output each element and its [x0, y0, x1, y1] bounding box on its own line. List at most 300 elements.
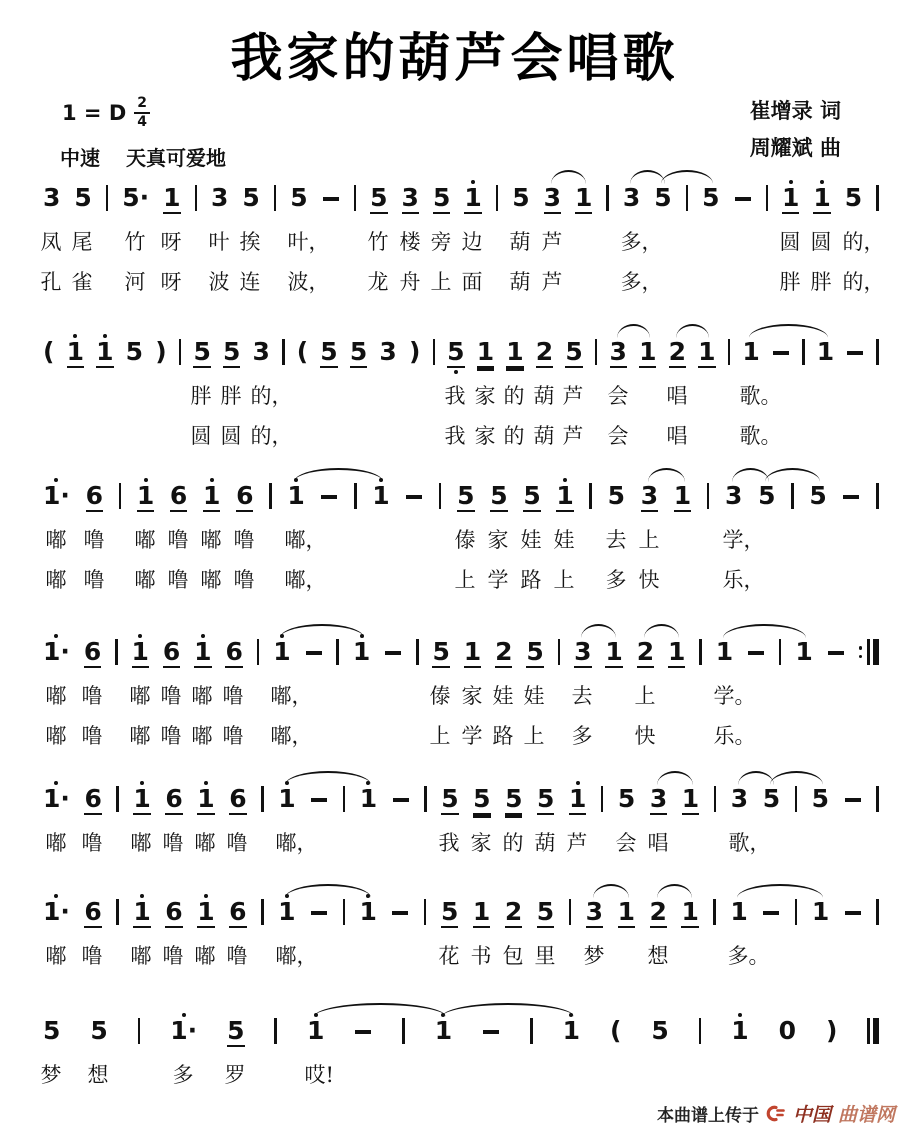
- barline: [712, 892, 717, 932]
- lyric-syllable: 竹: [367, 230, 389, 254]
- lyric-syllable: 快: [638, 568, 660, 592]
- note-3: 3: [401, 183, 419, 212]
- repeat-barline: [858, 632, 880, 672]
- lyric-syllable: 噜: [226, 944, 248, 968]
- lyric-syllable: 孔: [40, 270, 62, 294]
- lyrics-row: [42, 720, 880, 756]
- slur-arc: [314, 1003, 446, 1017]
- barline: [260, 892, 265, 932]
- duration-dash: [733, 178, 753, 218]
- barline: [194, 178, 199, 218]
- lyrics-row: [42, 680, 880, 716]
- lyric-syllable: 噜: [222, 724, 244, 748]
- lyric-syllable: 学，: [722, 528, 765, 552]
- barline: [335, 632, 340, 672]
- lyric-syllable: 葫: [533, 384, 555, 408]
- lyric-syllable: 乐。: [713, 724, 756, 748]
- lyric-syllable: 嘟，: [275, 831, 318, 855]
- barline: [594, 332, 599, 372]
- lyric-syllable: 噜: [81, 724, 103, 748]
- note-5: 5: [349, 337, 368, 366]
- note-5: 5: [617, 784, 636, 813]
- lyric-syllable: 噜: [233, 568, 255, 592]
- key-signature: [62, 96, 150, 129]
- note-3: 3: [609, 337, 627, 366]
- note-1: 1: [742, 337, 760, 366]
- lyric-syllable: 娃: [492, 684, 514, 708]
- note-3: 3: [649, 784, 668, 813]
- site-logo-icon: [766, 1104, 786, 1123]
- lyric-syllable: 哎!: [304, 1063, 334, 1087]
- note-2: 2: [649, 897, 667, 926]
- lyric-syllable: 学: [461, 724, 483, 748]
- lyric-syllable: 家: [474, 424, 496, 448]
- note-5: 5: [607, 481, 626, 510]
- note-5: 5: [473, 784, 491, 813]
- barline: [698, 632, 703, 672]
- note-1: 1·: [42, 632, 71, 672]
- octave-dot-below: [454, 370, 458, 374]
- lyric-syllable: 舟: [399, 270, 421, 294]
- barline: [875, 178, 880, 218]
- lyric-syllable: 噜: [81, 684, 103, 708]
- lyric-syllable: 噜: [160, 724, 182, 748]
- octave-dot-below-slot: [454, 368, 458, 375]
- note-2: 2: [504, 897, 523, 926]
- barline: [342, 779, 347, 819]
- lyric-syllable: 上: [454, 568, 476, 592]
- lyric-syllable: 噜: [83, 568, 105, 592]
- slur-arc: [723, 624, 806, 638]
- lyrics-row: [42, 380, 880, 416]
- lyric-syllable: 嘟，: [284, 528, 327, 552]
- lyric-syllable: 上: [523, 724, 545, 748]
- lyric-syllable: 会: [615, 831, 637, 855]
- lyric-syllable: 的，: [842, 230, 885, 254]
- lyric-syllable: 家: [461, 684, 483, 708]
- barline: [423, 892, 428, 932]
- lyric-syllable: 娃: [523, 684, 545, 708]
- lyric-syllable: 我: [444, 424, 466, 448]
- note-5: 5: [222, 337, 241, 366]
- lyric-syllable: 嘟: [200, 528, 222, 552]
- note-5: 5: [536, 897, 555, 926]
- time-denominator: 4: [137, 113, 148, 130]
- lyric-syllable: 路: [520, 568, 542, 592]
- note-5: 5: [440, 897, 459, 926]
- note-1: 1: [715, 637, 734, 666]
- slur-arc: [657, 771, 693, 785]
- barline: [605, 178, 610, 218]
- lyric-syllable: 连: [239, 270, 261, 294]
- note-1: 1: [476, 337, 495, 366]
- lyric-syllable: 竹: [124, 230, 146, 254]
- lyric-syllable: 歌，: [728, 831, 771, 855]
- lyric-syllable: 我: [438, 831, 460, 855]
- duration-dash: [841, 476, 861, 516]
- lyric-syllable: 嘟: [200, 568, 222, 592]
- footer-watermark: [657, 1100, 895, 1127]
- note-2: 2: [535, 337, 554, 366]
- barline: [114, 632, 119, 672]
- notes-row: [42, 632, 880, 672]
- duration-dash: [404, 476, 424, 516]
- expression-label: 天真可爱地: [126, 146, 226, 170]
- barline: [260, 779, 265, 819]
- note-2: 2: [636, 637, 655, 666]
- lyrics-row: [42, 524, 880, 560]
- song-title: 我家的葫芦会唱歌: [230, 29, 679, 89]
- note-6: 6: [84, 784, 102, 813]
- lyric-syllable: 波: [208, 270, 230, 294]
- note-6: 6: [84, 897, 102, 926]
- lyric-syllable: 噜: [83, 528, 105, 552]
- lyric-syllable: 葫: [509, 270, 531, 294]
- lyric-syllable: 嘟，: [270, 724, 313, 748]
- note-1: 1: [352, 632, 371, 672]
- lyric-syllable: 圆: [220, 424, 242, 448]
- lyric-syllable: 嘟: [130, 831, 152, 855]
- lyric-syllable: 上: [634, 684, 656, 708]
- time-signature: [134, 96, 150, 129]
- lyrics-row: [40, 266, 885, 302]
- lyrics-row: [42, 564, 880, 600]
- note-1: 1: [730, 1011, 749, 1051]
- lyric-syllable: 芦: [562, 424, 584, 448]
- barline: [875, 476, 880, 516]
- footer-text: 本曲谱上传于: [656, 1106, 759, 1126]
- duration-dash: [319, 476, 339, 516]
- duration-dash: [481, 1011, 501, 1051]
- lyrics-row: [40, 226, 885, 262]
- duration-dash: [843, 892, 863, 932]
- slur-arc: [770, 771, 823, 785]
- lyric-syllable: 胖: [190, 384, 212, 408]
- slur-arc: [732, 468, 769, 482]
- duration-dash: [353, 1011, 373, 1051]
- note-5: 5: [320, 337, 338, 366]
- note-6: 6: [229, 784, 247, 813]
- barline: [600, 779, 605, 819]
- lyric-syllable: 罗: [224, 1063, 246, 1087]
- lyric-syllable: 尾: [71, 230, 93, 254]
- slur-arc: [648, 468, 685, 482]
- lyric-syllable: 多，: [620, 270, 663, 294]
- barline: [778, 632, 783, 672]
- slur-arc: [442, 1003, 574, 1017]
- lyric-syllable: 嘟: [130, 944, 152, 968]
- note-5: 5: [90, 1016, 108, 1045]
- barline: [178, 332, 183, 372]
- lyric-syllable: 娃: [553, 528, 575, 552]
- note-1: 1: [811, 897, 830, 926]
- note-1: 1: [272, 632, 291, 672]
- note-2: 2: [668, 337, 687, 366]
- note-1: 1: [136, 476, 155, 519]
- note-3: 3: [622, 183, 641, 212]
- lyric-syllable: 嘟，: [270, 684, 313, 708]
- lyric-syllable: 嘟: [45, 944, 67, 968]
- note-3: 3: [543, 183, 561, 212]
- barline: [801, 332, 806, 372]
- barline: [790, 476, 795, 516]
- lyric-syllable: 圆: [810, 230, 832, 254]
- note-5: 5: [370, 183, 388, 212]
- note-6: 6: [165, 784, 183, 813]
- lyric-syllable: 学: [487, 568, 509, 592]
- lyric-syllable: 凤: [40, 230, 62, 254]
- note-5: 5: [762, 784, 781, 813]
- barline: [727, 332, 732, 372]
- note-6: 6: [169, 481, 188, 510]
- note-3: 3: [379, 337, 397, 366]
- lyric-syllable: 葫: [534, 831, 556, 855]
- note-5: 5: [505, 784, 523, 813]
- barline: [115, 779, 120, 819]
- duration-dash: [309, 892, 329, 932]
- barline: [765, 178, 770, 218]
- system-6: [42, 892, 880, 968]
- note-1: 1: [132, 892, 151, 935]
- note-5: 5: [537, 784, 555, 813]
- lyrics-row: [42, 827, 880, 863]
- lyric-syllable: 叶: [208, 230, 230, 254]
- credits: [750, 92, 841, 166]
- note-5: 5: [490, 481, 508, 510]
- note-1: 1: [277, 779, 296, 819]
- lyric-syllable: 嘟: [191, 684, 213, 708]
- lyric-syllable: 歌。: [739, 424, 782, 448]
- lyric-syllable: 多: [605, 568, 627, 592]
- slur-arc: [617, 324, 650, 338]
- barline: [353, 476, 358, 516]
- note-5: 5: [809, 481, 827, 510]
- paren: (: [296, 337, 309, 366]
- note-1: 1: [95, 332, 114, 375]
- note-5: 5: [227, 1016, 245, 1045]
- note-5: 5: [844, 183, 863, 212]
- barline: [557, 632, 562, 672]
- note-1: 1: [681, 784, 700, 813]
- note-5: 5: [512, 183, 530, 212]
- lyric-syllable: 家: [470, 831, 492, 855]
- lyric-syllable: 芦: [566, 831, 588, 855]
- lyric-syllable: 包: [502, 944, 524, 968]
- note-5: 5: [193, 337, 211, 366]
- note-5: 5: [446, 332, 465, 375]
- lyric-syllable: 嘟: [134, 568, 156, 592]
- lyric-syllable: 想: [87, 1063, 109, 1087]
- barline: [256, 632, 261, 672]
- lyric-syllable: 多。: [727, 944, 770, 968]
- duration-dash: [761, 892, 781, 932]
- lyric-syllable: 里: [534, 944, 556, 968]
- lyric-syllable: 葫: [509, 230, 531, 254]
- paren: ): [408, 337, 421, 366]
- barline: [342, 892, 347, 932]
- lyric-syllable: 家: [474, 384, 496, 408]
- note-3: 3: [43, 183, 61, 212]
- barline: [105, 178, 110, 218]
- barline: [706, 476, 711, 516]
- lyric-syllable: 噜: [167, 568, 189, 592]
- note-5: 5: [432, 637, 450, 666]
- barline: [529, 1011, 534, 1051]
- note-3: 3: [252, 337, 270, 366]
- note-1: 1: [681, 897, 699, 926]
- duration-dash: [304, 632, 324, 672]
- note-1: 1: [812, 178, 831, 221]
- note-1: 1: [359, 779, 378, 819]
- barline: [713, 779, 718, 819]
- barline: [875, 332, 880, 372]
- barline: [137, 1011, 142, 1051]
- barline: [353, 178, 358, 218]
- note-1: 1: [306, 1011, 325, 1051]
- duration-dash: [309, 779, 329, 819]
- barline: [118, 476, 123, 516]
- lyric-syllable: 嘟，: [284, 568, 327, 592]
- lyric-syllable: 上: [638, 528, 660, 552]
- note-6: 6: [83, 637, 102, 666]
- lyric-syllable: 嘟: [45, 568, 67, 592]
- slur-arc: [285, 771, 371, 785]
- lyric-syllable: 我: [444, 384, 466, 408]
- tempo-marking: [60, 142, 252, 171]
- lyric-syllable: 的，: [250, 424, 293, 448]
- lyric-syllable: 多: [172, 1063, 194, 1087]
- slur-arc: [630, 170, 665, 184]
- note-5: 5: [125, 337, 144, 366]
- note-1: 1: [574, 183, 593, 212]
- system-7: [40, 1011, 880, 1087]
- note-1: 1·: [42, 892, 71, 932]
- notes-row: [42, 178, 880, 218]
- lyric-syllable: 的: [503, 424, 525, 448]
- lyric-syllable: 花: [438, 944, 460, 968]
- note-5: 5: [43, 1016, 61, 1045]
- note-6: 6: [165, 897, 183, 926]
- lyric-syllable: 去: [605, 528, 627, 552]
- lyric-syllable: 嘟: [129, 724, 151, 748]
- final-barline: [866, 1011, 880, 1051]
- lyric-syllable: 唱: [647, 831, 669, 855]
- lyric-syllable: 噜: [81, 944, 103, 968]
- barline: [401, 1011, 406, 1051]
- slur-arc: [593, 884, 629, 898]
- slur-arc: [661, 170, 713, 184]
- note-6: 6: [236, 481, 254, 510]
- lyric-syllable: 书: [470, 944, 492, 968]
- note-1: 1: [434, 1011, 453, 1051]
- note-1: 1: [605, 637, 623, 666]
- time-numerator: 2: [134, 96, 150, 114]
- note-1: 1: [463, 637, 482, 666]
- lyric-syllable: 乐，: [722, 568, 765, 592]
- lyric-syllable: 嘟: [134, 528, 156, 552]
- note-5: 5: [242, 183, 260, 212]
- lyric-syllable: 歌。: [739, 384, 782, 408]
- lyric-syllable: 噜: [162, 944, 184, 968]
- lyrics-row: [42, 940, 880, 976]
- slur-arc: [749, 324, 828, 338]
- lyricist-credit: 崔增录 词: [749, 98, 841, 123]
- lyric-syllable: 嘟: [191, 724, 213, 748]
- lyric-syllable: 胖: [810, 270, 832, 294]
- slur-arc: [551, 170, 586, 184]
- note-1: 1: [371, 476, 390, 516]
- lyric-syllable: 噜: [81, 831, 103, 855]
- site-name: 中国: [792, 1104, 831, 1126]
- duration-dash: [826, 632, 846, 672]
- note-1: 1: [277, 892, 296, 932]
- duration-dash: [391, 779, 411, 819]
- system-4: [42, 632, 880, 748]
- barline: [698, 1011, 703, 1051]
- duration-dash: [843, 779, 863, 819]
- note-1: 1·: [169, 1011, 198, 1051]
- note-5: 5·: [122, 183, 150, 212]
- note-3: 3: [730, 784, 749, 813]
- slur-arc: [738, 771, 774, 785]
- slur-arc: [294, 468, 383, 482]
- note-1: 1: [193, 632, 212, 675]
- lyric-syllable: 呀: [160, 270, 182, 294]
- note-1: 1: [795, 637, 813, 666]
- note-3: 3: [211, 183, 229, 212]
- note-1: 1: [668, 637, 686, 666]
- paren: (: [609, 1016, 622, 1045]
- slur-arc: [581, 624, 616, 638]
- lyric-syllable: 嘟: [45, 528, 67, 552]
- note-5: 5: [74, 183, 92, 212]
- note-1: 1: [196, 779, 215, 822]
- slur-arc: [657, 884, 692, 898]
- lyric-syllable: 会: [607, 384, 629, 408]
- lyric-syllable: 家: [487, 528, 509, 552]
- lyric-syllable: 嘟: [45, 831, 67, 855]
- key-label: 1 = D: [62, 100, 127, 125]
- slur-arc: [737, 884, 823, 898]
- paren: (: [43, 337, 55, 366]
- barline: [281, 332, 286, 372]
- barline: [438, 476, 443, 516]
- lyric-syllable: 挨: [239, 230, 261, 254]
- note-1: 1: [131, 632, 150, 675]
- lyric-syllable: 路: [492, 724, 514, 748]
- barline: [432, 332, 437, 372]
- note-5: 5: [441, 784, 459, 813]
- lyric-syllable: 嘟: [45, 684, 67, 708]
- duration-dash: [746, 632, 766, 672]
- barline: [423, 779, 428, 819]
- lyric-syllable: 嘟: [194, 944, 216, 968]
- note-1: 1: [286, 476, 305, 516]
- lyric-syllable: 娃: [520, 528, 542, 552]
- note-5: 5: [432, 183, 451, 212]
- note-2: 2: [495, 637, 513, 666]
- lyric-syllable: 楼: [399, 230, 421, 254]
- note-5: 5: [654, 183, 672, 212]
- note-1: 1: [132, 779, 151, 822]
- duration-dash: [383, 632, 403, 672]
- note-5: 5: [758, 481, 776, 510]
- lyric-syllable: 的，: [842, 270, 885, 294]
- barline: [273, 1011, 278, 1051]
- note-5: 5: [523, 481, 541, 510]
- paren: ): [155, 337, 167, 366]
- notes-row: [42, 332, 880, 372]
